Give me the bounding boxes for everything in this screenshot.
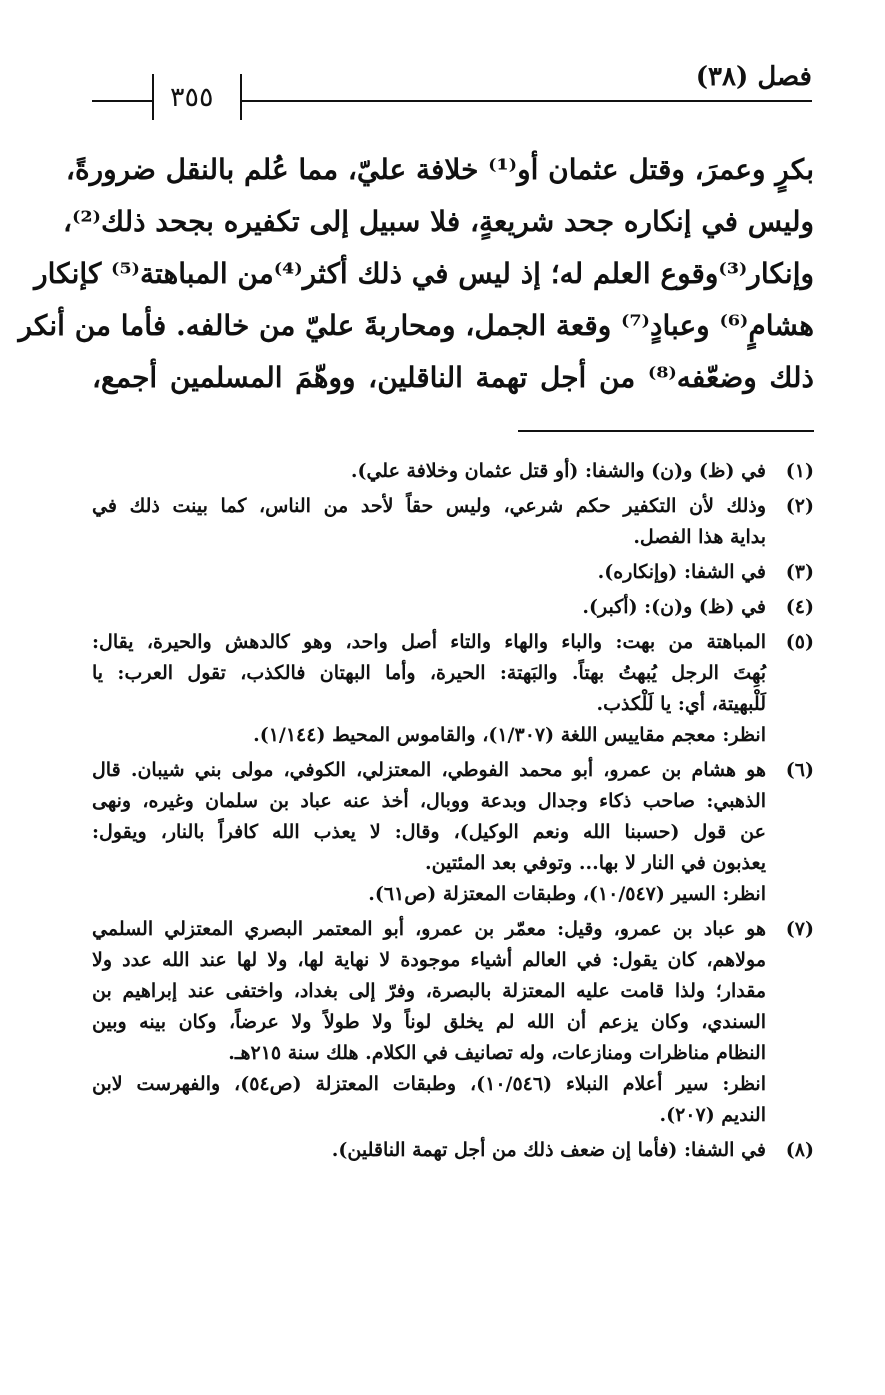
footnote-line: المباهتة من بهت: والباء والهاء والتاء أصل واحد، وهو كالدهش والحيرة، يقال: [92,631,766,653]
main-text-line: بكرٍ وعمرَ، وقتل عثمان أو⁽¹⁾ خلافة عليّ، مما عُلم بالنقل ضرورةً، [65,153,814,186]
footnote-line: بداية هذا الفصل. [633,526,766,548]
footnote-2 [92,491,814,553]
main-text-line: هشامٍ⁽⁶⁾ وعبادٍ⁽⁷⁾ وقعة الجمل، ومحاربةَ عليّ من خالفه. فأما من أنكر [18,309,814,342]
header-rule-right [242,100,812,102]
footnote-line: انظر: سير أعلام النبلاء (١٠/٥٤٦)، وطبقات المعتزلة (ص٥٤)، والفهرست لابن [92,1073,766,1095]
footnote-line: النديم (٢٠٧). [659,1104,766,1126]
footnote-number: (٧) [785,918,814,940]
footnote-line: في الشفا: (فأما إن ضعف ذلك من أجل تهمة الناقلين). [331,1139,766,1161]
footnote-line: مولاهم، كان يقول: في العالم أشياء موجودة لا نهاية لها، ولا لها عند الله عدد ولا [92,949,766,971]
page-header [92,62,812,120]
header-rule-left [92,100,152,102]
footnote-line: في (ظ) و(ن) والشفا: (أو قتل عثمان وخلافة علي). [350,460,766,482]
footnote-line: بُهِتَ الرجل يُبهتُ بهتاً. والبَهتة: الحيرة، وأما البهتان فالكذب، تقول العرب: يا [92,662,766,684]
footnote-number: (٤) [785,596,814,618]
main-text-line: وإنكار⁽³⁾وقوع العلم له؛ إذ ليس في ذلك أكثر⁽⁴⁾من المباهتة⁽⁵⁾ كإنكار [34,257,814,290]
footnote-line: في الشفا: (وإنكاره). [597,561,766,583]
footnote-3 [92,557,814,588]
footnote-number: (٢) [785,495,814,517]
footnote-line: يعذبون في النار لا بها... وتوفي بعد المئتين. [425,852,766,874]
footnote-8 [92,1135,814,1166]
footnote-1 [92,456,814,487]
footnote-4 [92,592,814,623]
footnote-line: هو هشام بن عمرو، أبو محمد الفوطي، المعتزلي، الكوفي، مولى بني شيبان. قال [92,759,766,781]
footnote-number: (١) [785,460,814,482]
footnote-line: في (ظ) و(ن): (أكبر). [582,596,766,618]
footnote-number: (٦) [785,759,814,781]
main-text-line: وليس في إنكاره جحد شريعةٍ، فلا سبيل إلى تكفيره بجحد ذلك⁽²⁾، [62,205,814,238]
footnote-line: انظر: السير (١٠/٥٤٧)، وطبقات المعتزلة (ص٦١). [368,883,766,905]
footnote-line: انظر: معجم مقاييس اللغة (١/٣٠٧)، والقاموس المحيط (١/١٤٤). [253,724,766,746]
footnote-line: وذلك لأن التكفير حكم شرعي، وليس حقاً لأحد من الناس، كما بينت ذلك في [92,495,766,517]
chapter-title: فصل (٣٨) [695,62,812,92]
footnote-line: عن قول (حسبنا الله ونعم الوكيل)، وقال: لا يعذب الله كافراً بالنار، ويقول: [92,821,766,843]
footnote-number: (٨) [785,1139,814,1161]
header-divider [240,74,242,120]
header-divider [152,74,154,120]
footnote-line: النظام مناظرات ومنازعات، وله تصانيف في الكلام. هلك سنة ٢١٥هـ. [228,1042,766,1064]
footnote-line: السندي، وكان يزعم أن الله لم يخلق لوناً ولا طولاً ولا عرضاً، وكان بينه وبين [92,1011,766,1033]
main-text [18,144,814,404]
footnote-5 [92,627,814,751]
footnote-line: مقدار؛ ولذا قامت عليه المعتزلة بالبصرة، وفرّ إلى بغداد، واختفى عند إبراهيم بن [92,980,766,1002]
footnote-line: لَلْبهيتة، أي: يا لَلْكذب. [596,693,766,715]
footnote-separator [518,430,814,432]
footnote-6 [92,755,814,910]
footnotes [92,456,814,1166]
page-number: ٣٥٥ [170,82,214,113]
footnote-number: (٥) [785,631,814,653]
footnote-number: (٣) [785,561,814,583]
footnote-line: هو عباد بن عمرو، وقيل: معمّر بن عمرو، أبو المعتمر البصري المعتزلي السلمي [92,918,766,940]
footnote-line: الذهبي: صاحب ذكاء وجدال وبدعة ووبال، أخذ عنه عباد بن سلمان وغيره، ونهى [92,790,766,812]
main-text-line: ذلك وضعّفه⁽⁸⁾ من أجل تهمة الناقلين، ووهّمَ المسلمين أجمع، [92,361,814,394]
footnote-7 [92,914,814,1131]
